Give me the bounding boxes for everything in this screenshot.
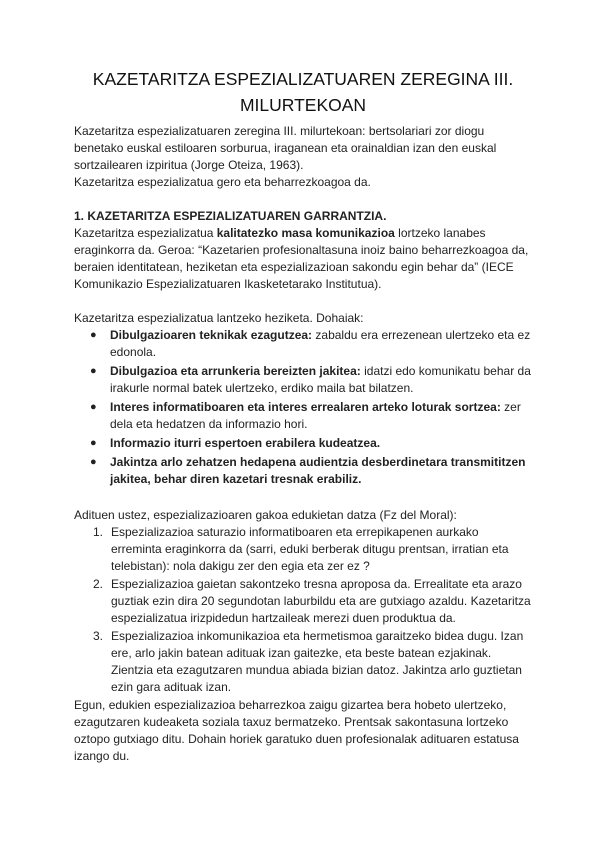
list-item bbox=[74, 327, 532, 361]
list-item bbox=[74, 628, 532, 696]
list-item bbox=[74, 363, 532, 397]
spacer bbox=[74, 191, 532, 208]
paragraph-bold-text: kalitatezko masa komunikazioa bbox=[216, 226, 395, 240]
list-item bbox=[74, 454, 532, 488]
list-item bbox=[74, 435, 532, 452]
list-item-text: Espezializazioa inkomunikazioa eta hermetismoa garaitzeko bidea dugu. Izan ere, arlo jakin batean adituak izan gaitezke, eta beste batean ezjakinak. Zientzia eta ezagutzaren mundua abiada bizian datoz. Jakintza arlo guztietan ezin gara adituak izan. bbox=[111, 629, 524, 694]
bullet-list bbox=[74, 327, 532, 488]
numbered-list bbox=[74, 524, 532, 696]
intro-paragraph: Kazetaritza espezializatuaren zeregina III. milurtekoan: bertsolariari zor diogu benetako euskal estiloaren sorburua, iraganean eta orainaldian izan den euskal sortzailearen izpiritua (Jorge Oteiza, 1963). bbox=[74, 124, 497, 172]
spacer bbox=[74, 293, 532, 310]
list-number: 2. bbox=[93, 577, 104, 591]
list-item-text: Espezializazioa gaietan sakontzeko tresna aproposa da. Errealitate eta arazo guztiak ezin dira 20 segundotan laburbildu eta are gutxiago azaldu. Kazetaritza espezializatua irizpidedun hartzaileak merezi duen produktua da. bbox=[111, 577, 531, 625]
list-number: 1. bbox=[93, 525, 104, 539]
section-paragraph: Adituen ustez, espezializazioaren gakoa edukietan datza (Fz del Moral): bbox=[74, 508, 457, 522]
list-item-bold: Informazio iturri espertoen erabilera kudeatzea. bbox=[110, 436, 381, 450]
list-item-text: zer dela eta hedatzen da informazio hori. bbox=[110, 400, 521, 431]
list-item-bold: Interes informatiboaren eta interes errealaren arteko loturak sortzea: bbox=[110, 400, 501, 414]
list-item bbox=[74, 576, 532, 627]
bullet-icon: ● bbox=[90, 365, 97, 377]
list-item-text: idatzi edo komunikatu behar da irakurle normal batek ulertzeko, erdiko maila bat bilatzen. bbox=[110, 364, 531, 395]
section-paragraph bbox=[74, 225, 532, 293]
section-heading: 1. KAZETARITZA ESPEZIALIZATUAREN GARRANTZIA. bbox=[74, 209, 387, 223]
spacer bbox=[74, 490, 532, 507]
section-paragraph: Kazetaritza espezializatua lantzeko heziketa. Dohaiak: bbox=[74, 311, 364, 325]
paragraph-text: lortzeko lanabes eraginkorra da. Geroa: “Kazetarien profesionaltasuna inoiz baino beharrezkoagoa da, beraien identitatean, heziketan eta espezializazioan sakondu egin behar da” (IECE Komunikazio Espezializatuaren Ikasketetarako Institutua). bbox=[74, 226, 529, 291]
bullet-icon: ● bbox=[90, 401, 97, 413]
list-item bbox=[74, 399, 532, 433]
bullet-icon: ● bbox=[90, 456, 97, 468]
list-item-bold: Jakintza arlo zehatzen hedapena audientzia desberdinetara transmititzen jakitea, behar diren kazetari tresnak erabiliz. bbox=[110, 455, 526, 486]
section-paragraph: Egun, edukien espezializazioa beharrezkoa zaigu gizartea bera hobeto ulertzeko, ezagutzaren kudeaketa soziala taxuz bermatzeko. Prentsak sakontasuna lortzeko oztopo gutxiago ditu. Dohain horiek garatuko duen profesionalak adituaren estatusa izango du. bbox=[74, 698, 519, 763]
list-item-bold: Dibulgazioaren teknikak ezagutzea: bbox=[110, 328, 313, 342]
list-item-bold: Dibulgazioa eta arrunkeria bereizten jakitea: bbox=[110, 364, 361, 378]
paragraph-text: Kazetaritza espezializatua bbox=[74, 226, 217, 240]
intro-statement: Kazetaritza espezializatua gero eta beharrezkoagoa da. bbox=[74, 175, 371, 189]
bullet-icon: ● bbox=[90, 329, 97, 341]
document-title: KAZETARITZA ESPEZIALIZATUAREN ZEREGINA III. MILURTEKOAN bbox=[92, 69, 514, 115]
bullet-icon: ● bbox=[90, 437, 97, 449]
list-item bbox=[74, 524, 532, 575]
list-number: 3. bbox=[93, 629, 104, 643]
list-item-text: Espezializazioa saturazio informatiboaren eta errepikapenen aurkako erreminta eraginkorra da (sarri, eduki berberak ditugu prentsan, irratian eta telebistan): nola dakigu zer den egia eta zer ez ? bbox=[111, 525, 509, 573]
list-item-text: zabaldu era errezenean ulertzeko eta ez edonola. bbox=[110, 328, 531, 359]
